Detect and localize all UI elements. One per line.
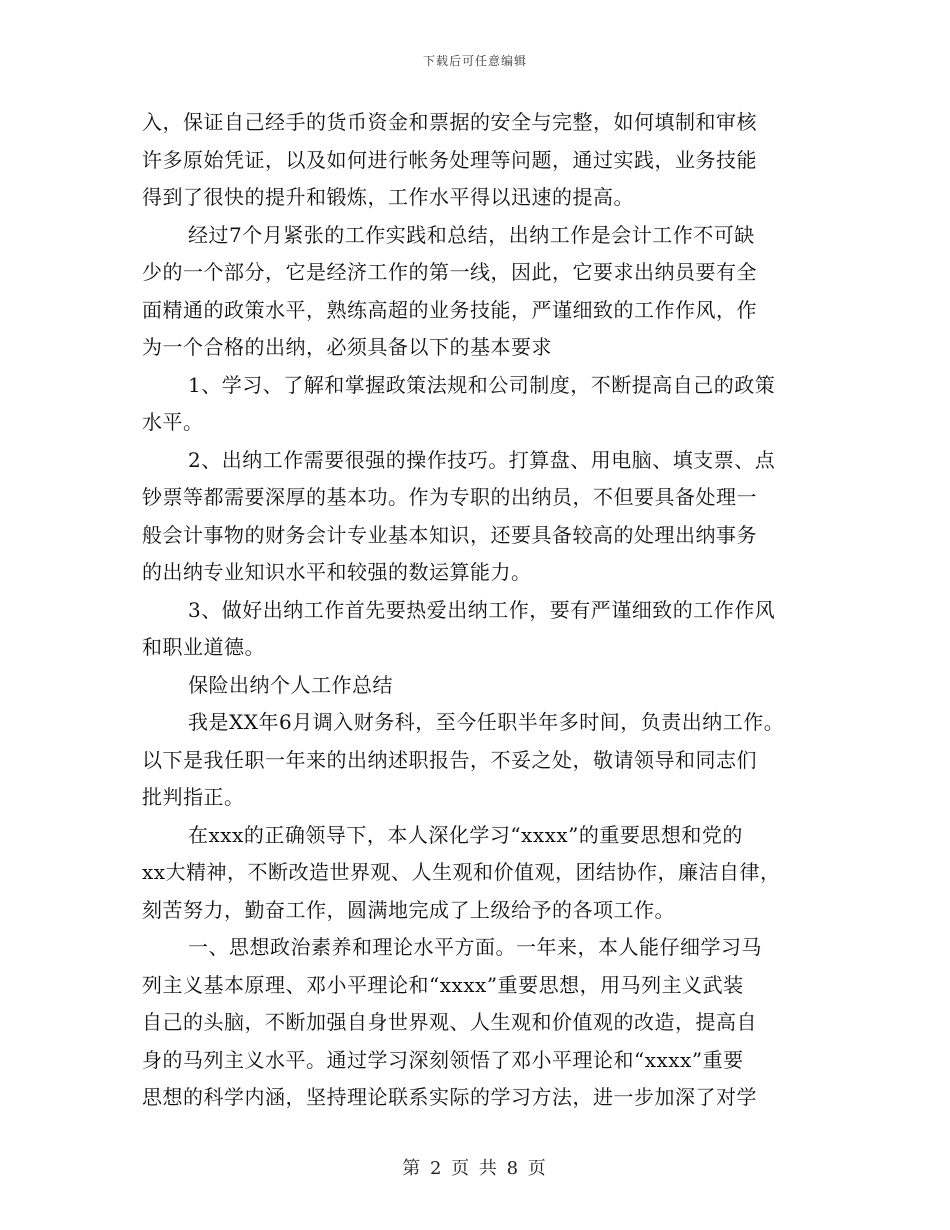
- text-line: 以下是我任职一年来的出纳述职报告，不妥之处，敬请领导和同志们: [142, 747, 757, 772]
- document-body: [142, 104, 822, 1117]
- text-line: 水平。: [142, 410, 204, 434]
- text-line: 少的一个部分，它是经济工作的第一线，因此，它要求出纳员要有全: [142, 260, 757, 284]
- text-line: 经过7个月紧张的工作实践和总结，出纳工作是会计工作不可缺: [188, 222, 755, 247]
- text-line: 我是XX年6月调入财务科，至今任职半年多时间，负责出纳工作。: [188, 710, 785, 734]
- text-line: 3、做好出纳工作首先要热爱出纳工作，要有严谨细致的工作作风: [188, 597, 776, 622]
- text-line: 面精通的政策水平，熟练高超的业务技能，严谨细致的工作作风，作: [142, 297, 757, 322]
- text-line: 列主义基本原理、邓小平理论和“xxxx”重要思想，用马列主义武装: [142, 972, 744, 997]
- text-line: 钞票等都需要深厚的基本功。作为专职的出纳员，不但要具备处理一: [142, 485, 757, 509]
- text-line: xx大精神，不断改造世界观、人生观和价值观，团结协作，廉洁自律，: [142, 860, 781, 884]
- text-line: 入，保证自己经手的货币资金和票据的安全与完整，如何填制和审核: [142, 110, 757, 134]
- text-line: 思想的科学内涵，坚持理论联系实际的学习方法，进一步加深了对学: [142, 1085, 757, 1109]
- text-line: 一、思想政治素养和理论水平方面。一年来，本人能仔细学习马: [188, 935, 762, 959]
- text-line: 1、学习、了解和掌握政策法规和公司制度，不断提高自己的政策: [188, 372, 776, 397]
- text-line: 的出纳专业知识水平和较强的数运算能力。: [142, 560, 532, 584]
- text-line: 自己的头脑，不断加强自身世界观、人生观和价值观的改造，提高自: [142, 1010, 757, 1034]
- text-line: 刻苦努力，勤奋工作，圆满地完成了上级给予的各项工作。: [142, 897, 675, 922]
- page-header: 下载后可任意编辑: [422, 54, 527, 68]
- text-line: 和职业道德。: [142, 635, 265, 659]
- text-line: 2、出纳工作需要很强的操作技巧。打算盘、用电脑、填支票、点: [188, 447, 776, 472]
- text-line: 批判指正。: [142, 785, 245, 809]
- text-line: 身的马列主义水平。通过学习深刻领悟了邓小平理论和“xxxx”重要: [142, 1047, 744, 1072]
- text-line: 保险出纳个人工作总结: [188, 672, 393, 697]
- text-line: 许多原始凭证，以及如何进行帐务处理等问题，通过实践，业务技能: [142, 147, 757, 172]
- text-line: 得到了很快的提升和锻炼，工作水平得以迅速的提高。: [142, 185, 634, 209]
- text-line: 般会计事物的财务会计专业基本知识，还要具备较高的处理出纳事务: [142, 522, 757, 547]
- page-number: 第 2 页 共 8 页: [402, 1158, 548, 1179]
- text-line: 在xxx的正确领导下，本人深化学习“xxxx”的重要思想和党的: [188, 822, 743, 847]
- text-line: 为一个合格的出纳，必须具备以下的基本要求: [142, 335, 552, 359]
